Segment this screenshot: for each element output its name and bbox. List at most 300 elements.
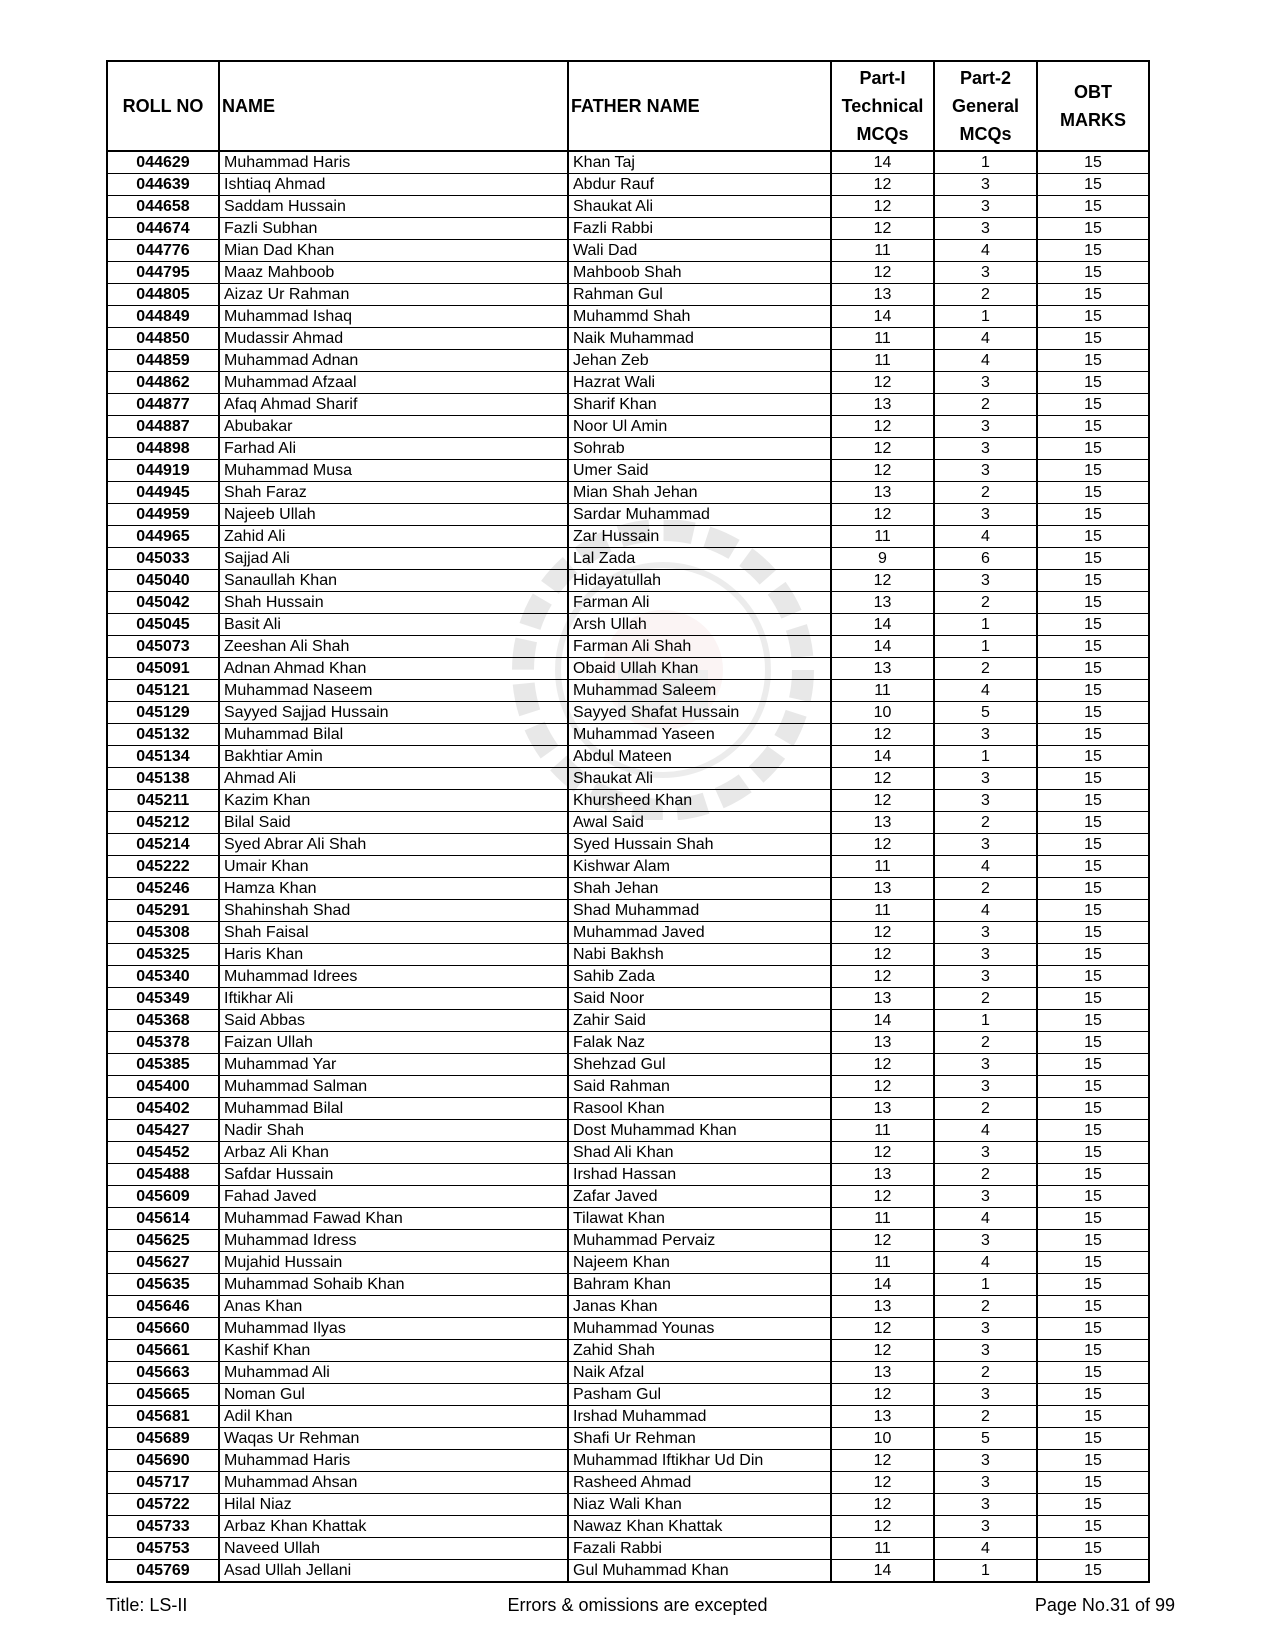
- table-row: [107, 460, 1149, 482]
- technical-mcqs-cell: 12: [831, 1186, 934, 1208]
- name-cell: Kashif Khan: [219, 1340, 568, 1362]
- father-name-cell: Rasool Khan: [568, 1098, 831, 1120]
- name-cell: Hamza Khan: [219, 878, 568, 900]
- header-roll-no: ROLL NO: [107, 61, 219, 151]
- table-row: [107, 1340, 1149, 1362]
- name-cell: Bilal Said: [219, 812, 568, 834]
- obt-marks-cell: 15: [1037, 966, 1149, 988]
- father-name-cell: Shafi Ur Rehman: [568, 1428, 831, 1450]
- table-row: [107, 988, 1149, 1010]
- table-row: [107, 196, 1149, 218]
- obt-marks-cell: 15: [1037, 1230, 1149, 1252]
- name-cell: Muhammad Musa: [219, 460, 568, 482]
- table-row: [107, 768, 1149, 790]
- general-mcqs-cell: 1: [934, 614, 1037, 636]
- name-cell: Fahad Javed: [219, 1186, 568, 1208]
- roll-no-cell: 045488: [107, 1164, 219, 1186]
- table-row: [107, 614, 1149, 636]
- roll-no-cell: 045769: [107, 1560, 219, 1583]
- father-name-cell: Niaz Wali Khan: [568, 1494, 831, 1516]
- roll-no-cell: 044849: [107, 306, 219, 328]
- general-mcqs-cell: 2: [934, 482, 1037, 504]
- obt-marks-cell: 15: [1037, 1274, 1149, 1296]
- table-row: [107, 1494, 1149, 1516]
- name-cell: Umair Khan: [219, 856, 568, 878]
- roll-no-cell: 045349: [107, 988, 219, 1010]
- general-mcqs-cell: 4: [934, 328, 1037, 350]
- roll-no-cell: 045452: [107, 1142, 219, 1164]
- name-cell: Muhammad Ilyas: [219, 1318, 568, 1340]
- father-name-cell: Shehzad Gul: [568, 1054, 831, 1076]
- table-row: [107, 570, 1149, 592]
- father-name-cell: Muhammad Saleem: [568, 680, 831, 702]
- roll-no-cell: 045246: [107, 878, 219, 900]
- footer-page-number: Page No.31 of 99: [1034, 1595, 1175, 1615]
- name-cell: Muhammad Haris: [219, 151, 568, 174]
- general-mcqs-cell: 3: [934, 1384, 1037, 1406]
- name-cell: Muhammad Naseem: [219, 680, 568, 702]
- obt-marks-cell: 15: [1037, 1362, 1149, 1384]
- roll-no-cell: 045091: [107, 658, 219, 680]
- father-name-cell: Zahid Shah: [568, 1340, 831, 1362]
- name-cell: Ahmad Ali: [219, 768, 568, 790]
- father-name-cell: Falak Naz: [568, 1032, 831, 1054]
- table-row: [107, 1472, 1149, 1494]
- header-father-name: FATHER NAME: [568, 61, 831, 151]
- obt-marks-cell: 15: [1037, 416, 1149, 438]
- obt-marks-cell: 15: [1037, 1560, 1149, 1583]
- name-cell: Afaq Ahmad Sharif: [219, 394, 568, 416]
- general-mcqs-cell: 3: [934, 262, 1037, 284]
- name-cell: Muhammad Adnan: [219, 350, 568, 372]
- general-mcqs-cell: 3: [934, 1318, 1037, 1340]
- name-cell: Shahinshah Shad: [219, 900, 568, 922]
- general-mcqs-cell: 3: [934, 1516, 1037, 1538]
- general-mcqs-cell: 3: [934, 1472, 1037, 1494]
- footer-title: Title: LS-II: [106, 1595, 188, 1615]
- father-name-cell: Awal Said: [568, 812, 831, 834]
- roll-no-cell: 045368: [107, 1010, 219, 1032]
- general-mcqs-cell: 6: [934, 548, 1037, 570]
- general-mcqs-cell: 2: [934, 988, 1037, 1010]
- general-mcqs-cell: 2: [934, 1362, 1037, 1384]
- obt-marks-cell: 15: [1037, 746, 1149, 768]
- roll-no-cell: 045211: [107, 790, 219, 812]
- obt-marks-cell: 15: [1037, 1032, 1149, 1054]
- technical-mcqs-cell: 12: [831, 1450, 934, 1472]
- name-cell: Shah Faisal: [219, 922, 568, 944]
- roll-no-cell: 044859: [107, 350, 219, 372]
- obt-marks-cell: 15: [1037, 372, 1149, 394]
- general-mcqs-cell: 4: [934, 240, 1037, 262]
- name-cell: Shah Hussain: [219, 592, 568, 614]
- roll-no-cell: 044887: [107, 416, 219, 438]
- technical-mcqs-cell: 13: [831, 394, 934, 416]
- table-row: [107, 812, 1149, 834]
- roll-no-cell: 045222: [107, 856, 219, 878]
- technical-mcqs-cell: 14: [831, 746, 934, 768]
- name-cell: Muhammad Ahsan: [219, 1472, 568, 1494]
- father-name-cell: Dost Muhammad Khan: [568, 1120, 831, 1142]
- table-row: [107, 1230, 1149, 1252]
- table-row: [107, 680, 1149, 702]
- father-name-cell: Nabi Bakhsh: [568, 944, 831, 966]
- father-name-cell: Noor Ul Amin: [568, 416, 831, 438]
- name-cell: Muhammad Fawad Khan: [219, 1208, 568, 1230]
- name-cell: Hilal Niaz: [219, 1494, 568, 1516]
- father-name-cell: Sardar Muhammad: [568, 504, 831, 526]
- technical-mcqs-cell: 13: [831, 1406, 934, 1428]
- name-cell: Mujahid Hussain: [219, 1252, 568, 1274]
- general-mcqs-cell: 3: [934, 460, 1037, 482]
- obt-marks-cell: 15: [1037, 1186, 1149, 1208]
- father-name-cell: Syed Hussain Shah: [568, 834, 831, 856]
- roll-no-cell: 045132: [107, 724, 219, 746]
- table-row: [107, 878, 1149, 900]
- obt-marks-cell: 15: [1037, 1054, 1149, 1076]
- technical-mcqs-cell: 14: [831, 1274, 934, 1296]
- table-row: [107, 1120, 1149, 1142]
- roll-no-cell: 045722: [107, 1494, 219, 1516]
- table-row: [107, 1516, 1149, 1538]
- technical-mcqs-cell: 12: [831, 724, 934, 746]
- obt-marks-cell: 15: [1037, 856, 1149, 878]
- roll-no-cell: 045690: [107, 1450, 219, 1472]
- table-row: [107, 1318, 1149, 1340]
- table-row: [107, 900, 1149, 922]
- general-mcqs-cell: 3: [934, 1186, 1037, 1208]
- technical-mcqs-cell: 12: [831, 1230, 934, 1252]
- name-cell: Safdar Hussain: [219, 1164, 568, 1186]
- table-row: [107, 1296, 1149, 1318]
- name-cell: Muhammad Yar: [219, 1054, 568, 1076]
- technical-mcqs-cell: 12: [831, 416, 934, 438]
- table-row: [107, 1274, 1149, 1296]
- technical-mcqs-cell: 14: [831, 151, 934, 174]
- table-row: [107, 151, 1149, 174]
- father-name-cell: Hidayatullah: [568, 570, 831, 592]
- technical-mcqs-cell: 12: [831, 460, 934, 482]
- general-mcqs-cell: 3: [934, 790, 1037, 812]
- technical-mcqs-cell: 11: [831, 1538, 934, 1560]
- technical-mcqs-cell: 13: [831, 1362, 934, 1384]
- father-name-cell: Sohrab: [568, 438, 831, 460]
- technical-mcqs-cell: 12: [831, 1384, 934, 1406]
- technical-mcqs-cell: 13: [831, 658, 934, 680]
- table-row: [107, 548, 1149, 570]
- obt-marks-cell: 15: [1037, 1296, 1149, 1318]
- father-name-cell: Muhammad Younas: [568, 1318, 831, 1340]
- father-name-cell: Naik Afzal: [568, 1362, 831, 1384]
- obt-marks-cell: 15: [1037, 394, 1149, 416]
- technical-mcqs-cell: 12: [831, 1494, 934, 1516]
- table-row: [107, 328, 1149, 350]
- general-mcqs-cell: 3: [934, 372, 1037, 394]
- father-name-cell: Irshad Muhammad: [568, 1406, 831, 1428]
- roll-no-cell: 045385: [107, 1054, 219, 1076]
- father-name-cell: Wali Dad: [568, 240, 831, 262]
- roll-no-cell: 044877: [107, 394, 219, 416]
- general-mcqs-cell: 4: [934, 680, 1037, 702]
- father-name-cell: Khursheed Khan: [568, 790, 831, 812]
- roll-no-cell: 045402: [107, 1098, 219, 1120]
- obt-marks-cell: 15: [1037, 922, 1149, 944]
- roll-no-cell: 045325: [107, 944, 219, 966]
- table-row: [107, 284, 1149, 306]
- name-cell: Muhammad Ali: [219, 1362, 568, 1384]
- technical-mcqs-cell: 10: [831, 1428, 934, 1450]
- roll-no-cell: 044639: [107, 174, 219, 196]
- technical-mcqs-cell: 12: [831, 922, 934, 944]
- table-row: [107, 482, 1149, 504]
- header-obt-marks: OBT MARKS: [1037, 61, 1149, 151]
- obt-marks-cell: 15: [1037, 1384, 1149, 1406]
- technical-mcqs-cell: 12: [831, 1516, 934, 1538]
- roll-no-cell: 045040: [107, 570, 219, 592]
- father-name-cell: Obaid Ullah Khan: [568, 658, 831, 680]
- obt-marks-cell: 15: [1037, 1142, 1149, 1164]
- name-cell: Mudassir Ahmad: [219, 328, 568, 350]
- technical-mcqs-cell: 13: [831, 878, 934, 900]
- technical-mcqs-cell: 11: [831, 1252, 934, 1274]
- table-row: [107, 922, 1149, 944]
- father-name-cell: Shad Ali Khan: [568, 1142, 831, 1164]
- results-table: [106, 60, 1150, 1583]
- obt-marks-cell: 15: [1037, 548, 1149, 570]
- roll-no-cell: 044898: [107, 438, 219, 460]
- roll-no-cell: 045660: [107, 1318, 219, 1340]
- name-cell: Muhammad Afzaal: [219, 372, 568, 394]
- footer-disclaimer: Errors & omissions are excepted: [507, 1595, 768, 1615]
- technical-mcqs-cell: 12: [831, 768, 934, 790]
- general-mcqs-cell: 4: [934, 1208, 1037, 1230]
- father-name-cell: Farman Ali Shah: [568, 636, 831, 658]
- table-row: [107, 262, 1149, 284]
- general-mcqs-cell: 5: [934, 702, 1037, 724]
- roll-no-cell: 045134: [107, 746, 219, 768]
- name-cell: Arbaz Ali Khan: [219, 1142, 568, 1164]
- header-row: [107, 61, 1149, 151]
- technical-mcqs-cell: 12: [831, 570, 934, 592]
- roll-no-cell: 045042: [107, 592, 219, 614]
- table-row: [107, 834, 1149, 856]
- table-row: [107, 1450, 1149, 1472]
- father-name-cell: Nawaz Khan Khattak: [568, 1516, 831, 1538]
- name-cell: Muhammad Salman: [219, 1076, 568, 1098]
- general-mcqs-cell: 4: [934, 900, 1037, 922]
- roll-no-cell: 044674: [107, 218, 219, 240]
- obt-marks-cell: 15: [1037, 658, 1149, 680]
- father-name-cell: Rasheed Ahmad: [568, 1472, 831, 1494]
- technical-mcqs-cell: 12: [831, 372, 934, 394]
- general-mcqs-cell: 5: [934, 1428, 1037, 1450]
- technical-mcqs-cell: 11: [831, 900, 934, 922]
- name-cell: Zahid Ali: [219, 526, 568, 548]
- name-cell: Asad Ullah Jellani: [219, 1560, 568, 1583]
- table-row: [107, 174, 1149, 196]
- general-mcqs-cell: 4: [934, 350, 1037, 372]
- roll-no-cell: 044805: [107, 284, 219, 306]
- technical-mcqs-cell: 12: [831, 504, 934, 526]
- roll-no-cell: 045681: [107, 1406, 219, 1428]
- technical-mcqs-cell: 12: [831, 834, 934, 856]
- obt-marks-cell: 15: [1037, 1120, 1149, 1142]
- table-row: [107, 1098, 1149, 1120]
- father-name-cell: Sharif Khan: [568, 394, 831, 416]
- obt-marks-cell: 15: [1037, 768, 1149, 790]
- obt-marks-cell: 15: [1037, 1164, 1149, 1186]
- father-name-cell: Hazrat Wali: [568, 372, 831, 394]
- father-name-cell: Fazali Rabbi: [568, 1538, 831, 1560]
- father-name-cell: Said Rahman: [568, 1076, 831, 1098]
- obt-marks-cell: 15: [1037, 1450, 1149, 1472]
- header-general-mcqs: Part-2 General MCQs: [934, 61, 1037, 151]
- technical-mcqs-cell: 12: [831, 944, 934, 966]
- roll-no-cell: 045733: [107, 1516, 219, 1538]
- table-row: [107, 1362, 1149, 1384]
- technical-mcqs-cell: 14: [831, 1010, 934, 1032]
- technical-mcqs-cell: 13: [831, 1032, 934, 1054]
- obt-marks-cell: 15: [1037, 988, 1149, 1010]
- roll-no-cell: 045378: [107, 1032, 219, 1054]
- technical-mcqs-cell: 13: [831, 284, 934, 306]
- name-cell: Basit Ali: [219, 614, 568, 636]
- obt-marks-cell: 15: [1037, 306, 1149, 328]
- obt-marks-cell: 15: [1037, 438, 1149, 460]
- general-mcqs-cell: 3: [934, 1230, 1037, 1252]
- general-mcqs-cell: 3: [934, 1450, 1037, 1472]
- technical-mcqs-cell: 12: [831, 262, 934, 284]
- general-mcqs-cell: 3: [934, 416, 1037, 438]
- technical-mcqs-cell: 11: [831, 526, 934, 548]
- roll-no-cell: 045663: [107, 1362, 219, 1384]
- father-name-cell: Abdul Mateen: [568, 746, 831, 768]
- obt-marks-cell: 15: [1037, 1406, 1149, 1428]
- roll-no-cell: 045665: [107, 1384, 219, 1406]
- father-name-cell: Muhammd Shah: [568, 306, 831, 328]
- roll-no-cell: 044658: [107, 196, 219, 218]
- obt-marks-cell: 15: [1037, 482, 1149, 504]
- table-row: [107, 790, 1149, 812]
- obt-marks-cell: 15: [1037, 724, 1149, 746]
- name-cell: Shah Faraz: [219, 482, 568, 504]
- name-cell: Fazli Subhan: [219, 218, 568, 240]
- technical-mcqs-cell: 12: [831, 790, 934, 812]
- table-row: [107, 1406, 1149, 1428]
- general-mcqs-cell: 1: [934, 1010, 1037, 1032]
- table-row: [107, 218, 1149, 240]
- name-cell: Iftikhar Ali: [219, 988, 568, 1010]
- obt-marks-cell: 15: [1037, 196, 1149, 218]
- general-mcqs-cell: 2: [934, 1296, 1037, 1318]
- name-cell: Zeeshan Ali Shah: [219, 636, 568, 658]
- name-cell: Farhad Ali: [219, 438, 568, 460]
- obt-marks-cell: 15: [1037, 1428, 1149, 1450]
- obt-marks-cell: 15: [1037, 834, 1149, 856]
- obt-marks-cell: 15: [1037, 526, 1149, 548]
- roll-no-cell: 044959: [107, 504, 219, 526]
- obt-marks-cell: 15: [1037, 262, 1149, 284]
- name-cell: Naveed Ullah: [219, 1538, 568, 1560]
- technical-mcqs-cell: 13: [831, 812, 934, 834]
- table-row: [107, 240, 1149, 262]
- general-mcqs-cell: 2: [934, 1406, 1037, 1428]
- obt-marks-cell: 15: [1037, 702, 1149, 724]
- father-name-cell: Gul Muhammad Khan: [568, 1560, 831, 1583]
- father-name-cell: Zafar Javed: [568, 1186, 831, 1208]
- table-row: [107, 856, 1149, 878]
- obt-marks-cell: 15: [1037, 240, 1149, 262]
- general-mcqs-cell: 3: [934, 196, 1037, 218]
- roll-no-cell: 045614: [107, 1208, 219, 1230]
- general-mcqs-cell: 3: [934, 1142, 1037, 1164]
- name-cell: Muhammad Haris: [219, 1450, 568, 1472]
- header-technical-mcqs: Part-I Technical MCQs: [831, 61, 934, 151]
- obt-marks-cell: 15: [1037, 1472, 1149, 1494]
- name-cell: Muhammad Idress: [219, 1230, 568, 1252]
- roll-no-cell: 045033: [107, 548, 219, 570]
- father-name-cell: Arsh Ullah: [568, 614, 831, 636]
- name-cell: Nadir Shah: [219, 1120, 568, 1142]
- technical-mcqs-cell: 12: [831, 174, 934, 196]
- obt-marks-cell: 15: [1037, 1252, 1149, 1274]
- roll-no-cell: 045291: [107, 900, 219, 922]
- table-row: [107, 1032, 1149, 1054]
- father-name-cell: Mahboob Shah: [568, 262, 831, 284]
- father-name-cell: Muhammad Pervaiz: [568, 1230, 831, 1252]
- general-mcqs-cell: 1: [934, 1274, 1037, 1296]
- general-mcqs-cell: 1: [934, 746, 1037, 768]
- table-row: [107, 1054, 1149, 1076]
- general-mcqs-cell: 3: [934, 174, 1037, 196]
- roll-no-cell: 045121: [107, 680, 219, 702]
- general-mcqs-cell: 3: [934, 1494, 1037, 1516]
- father-name-cell: Fazli Rabbi: [568, 218, 831, 240]
- father-name-cell: Muhammad Javed: [568, 922, 831, 944]
- general-mcqs-cell: 3: [934, 966, 1037, 988]
- name-cell: Abubakar: [219, 416, 568, 438]
- table-row: [107, 438, 1149, 460]
- table-row: [107, 944, 1149, 966]
- table-row: [107, 1076, 1149, 1098]
- obt-marks-cell: 15: [1037, 812, 1149, 834]
- obt-marks-cell: 15: [1037, 504, 1149, 526]
- roll-no-cell: 044795: [107, 262, 219, 284]
- name-cell: Haris Khan: [219, 944, 568, 966]
- obt-marks-cell: 15: [1037, 1098, 1149, 1120]
- roll-no-cell: 044965: [107, 526, 219, 548]
- technical-mcqs-cell: 13: [831, 1296, 934, 1318]
- table-row: [107, 416, 1149, 438]
- obt-marks-cell: 15: [1037, 1516, 1149, 1538]
- roll-no-cell: 044919: [107, 460, 219, 482]
- name-cell: Adnan Ahmad Khan: [219, 658, 568, 680]
- technical-mcqs-cell: 12: [831, 196, 934, 218]
- general-mcqs-cell: 4: [934, 1120, 1037, 1142]
- technical-mcqs-cell: 12: [831, 1340, 934, 1362]
- obt-marks-cell: 15: [1037, 636, 1149, 658]
- roll-no-cell: 045129: [107, 702, 219, 724]
- general-mcqs-cell: 3: [934, 724, 1037, 746]
- obt-marks-cell: 15: [1037, 1010, 1149, 1032]
- table-row: [107, 636, 1149, 658]
- technical-mcqs-cell: 13: [831, 592, 934, 614]
- table-row: [107, 724, 1149, 746]
- obt-marks-cell: 15: [1037, 1208, 1149, 1230]
- general-mcqs-cell: 3: [934, 438, 1037, 460]
- general-mcqs-cell: 4: [934, 526, 1037, 548]
- table-row: [107, 746, 1149, 768]
